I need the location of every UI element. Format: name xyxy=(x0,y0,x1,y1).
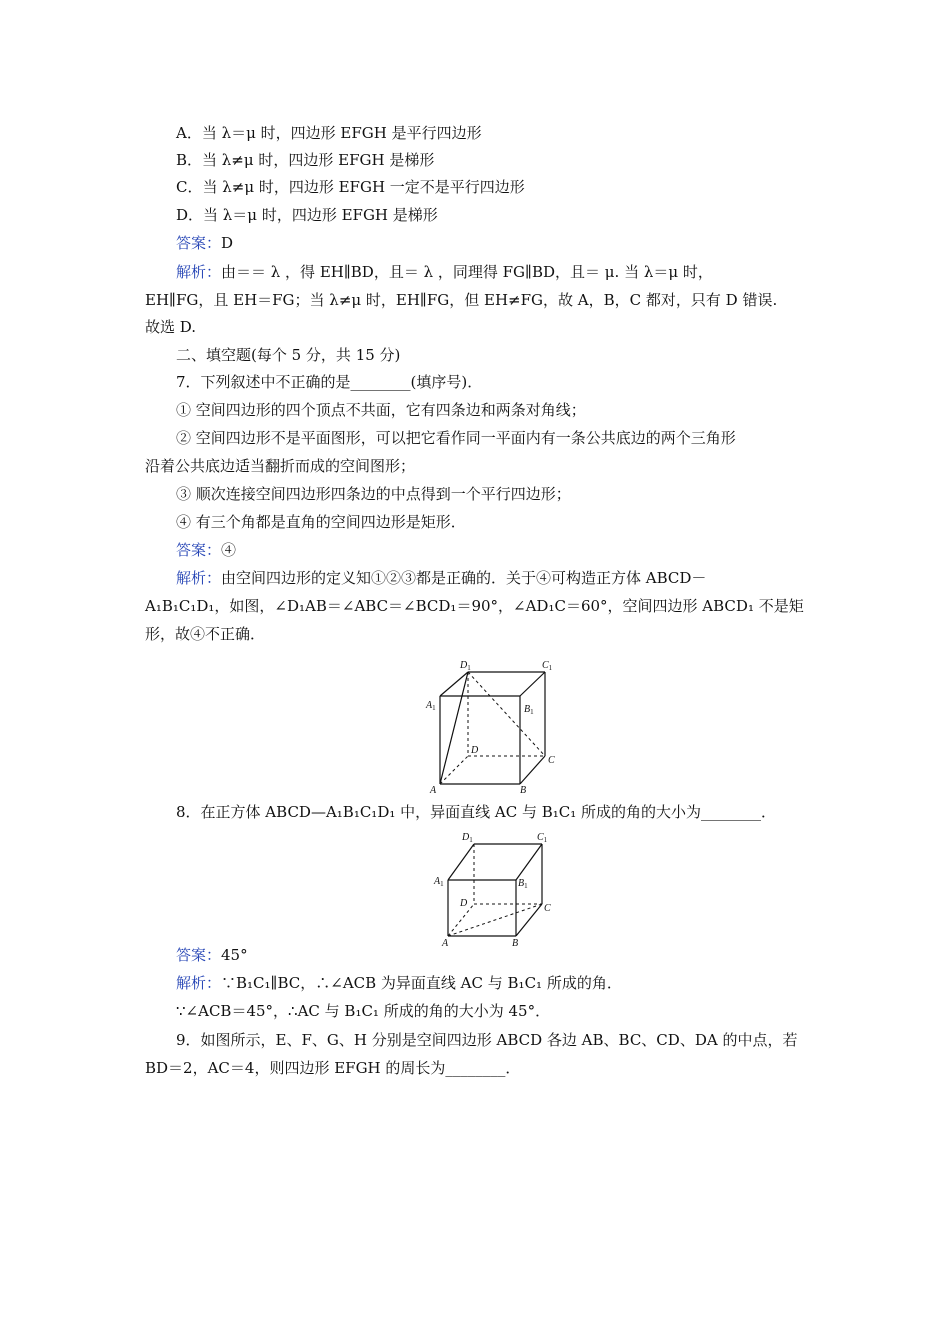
q7-item-1: ① 空间四边形的四个顶点不共面，它有四条边和两条对角线； xyxy=(176,401,586,419)
label-c: C xyxy=(544,903,551,914)
edge-b1-c1 xyxy=(516,844,542,880)
answer-value: ④ xyxy=(221,541,237,559)
analysis-text: 由＝＝ λ ，得 EH∥BD，且＝ λ ，同理得 FG∥BD，且＝ μ. 当 λ＝μ 时， xyxy=(221,263,713,281)
q7-item-2-line-2: 沿着公共底边适当翻折而成的空间图形； xyxy=(145,457,416,475)
answer-label: 答案： xyxy=(176,946,222,964)
hidden-edge-a-d xyxy=(440,756,468,784)
q6-analysis-line-1 xyxy=(176,262,713,282)
q7-answer xyxy=(176,540,236,560)
label-d: D xyxy=(471,745,479,756)
analysis-text: ∵B₁C₁∥BC，∴∠ACB 为异面直线 AC 与 B₁C₁ 所成的角． xyxy=(221,974,622,992)
cube-figure-2 xyxy=(432,828,562,950)
label-d1: $D_1$ xyxy=(462,832,473,844)
q7-item-2-line-1: ② 空间四边形不是平面图形，可以把它看作同一平面内有一条公共底边的两个三角形 xyxy=(176,429,736,447)
label-c1: $C_1$ xyxy=(542,660,553,672)
label-b: B xyxy=(520,785,527,796)
analysis-label: 解析： xyxy=(176,263,222,281)
label-a1: $A_1$ xyxy=(434,876,444,888)
q6-analysis-line-2: EH∥FG，且 EH＝FG；当 λ≠μ 时，EH∥FG，但 EH≠FG，故 A，B，C 都对，只有 D 错误. xyxy=(145,291,778,309)
q6-option-d: D．当 λ＝μ 时，四边形 EFGH 是梯形 xyxy=(176,206,438,224)
edge-b-c xyxy=(520,756,545,784)
label-d1: $D_1$ xyxy=(460,660,471,672)
q7-stem: 7．下列叙述中不正确的是________(填序号)． xyxy=(176,373,483,391)
q8-analysis-line-2: ∵∠ACB＝45°，∴AC 与 B₁C₁ 所成的角的大小为 45°． xyxy=(176,1002,551,1020)
cube-figure-1 xyxy=(420,656,570,796)
q7-analysis-line-3: 形，故④不正确． xyxy=(145,625,266,643)
q6-analysis-line-3: 故选 D. xyxy=(145,318,197,336)
q9-line-1: 9．如图所示，E、F、G、H 分别是空间四边形 ABCD 各边 AB、BC、CD、DA 的中点，若 xyxy=(176,1031,798,1049)
q8-answer xyxy=(176,945,248,965)
edge-a1-d1 xyxy=(448,844,474,880)
q6-answer xyxy=(176,233,233,253)
label-b1: $B_1$ xyxy=(518,878,528,890)
q7-item-3: ③ 顺次连接空间四边形四条边的中点得到一个平行四边形； xyxy=(176,485,571,503)
q9-line-2: BD＝2，AC＝4，则四边形 EFGH 的周长为________． xyxy=(145,1059,521,1077)
q7-analysis-line-1 xyxy=(176,568,706,588)
label-b: B xyxy=(512,938,519,949)
edge-a1-d1 xyxy=(440,672,468,696)
answer-label: 答案： xyxy=(176,234,222,252)
answer-value: 45° xyxy=(221,946,248,964)
analysis-label: 解析： xyxy=(176,569,222,587)
q6-option-a: A．当 λ＝μ 时，四边形 EFGH 是平行四边形 xyxy=(176,124,482,142)
answer-label: 答案： xyxy=(176,541,222,559)
q7-analysis-line-2: A₁B₁C₁D₁，如图，∠D₁AB＝∠ABC＝∠BCD₁＝90°，∠AD₁C＝60°，空间四边形 ABCD₁ 不是矩 xyxy=(145,597,804,615)
analysis-text: 由空间四边形的定义知①②③都是正确的．关于④可构造正方体 ABCD－ xyxy=(221,569,707,587)
q8-stem: 8．在正方体 ABCD—A₁B₁C₁D₁ 中，异面直线 AC 与 B₁C₁ 所成的角的大小为________． xyxy=(176,803,777,821)
segment-d1-a xyxy=(440,672,468,784)
label-b1: $B_1$ xyxy=(524,704,534,716)
label-d: D xyxy=(460,898,468,909)
label-a1: $A_1$ xyxy=(426,700,436,712)
q6-option-c: C．当 λ≠μ 时，四边形 EFGH 一定不是平行四边形 xyxy=(176,178,525,196)
answer-value: D xyxy=(221,234,234,252)
label-a: A xyxy=(442,938,449,949)
section-heading: 二、填空题(每个 5 分，共 15 分) xyxy=(176,346,401,364)
q7-item-4: ④ 有三个角都是直角的空间四边形是矩形． xyxy=(176,513,466,531)
label-a: A xyxy=(430,785,437,796)
analysis-label: 解析： xyxy=(176,974,222,992)
label-c1: $C_1$ xyxy=(537,832,548,844)
label-c: C xyxy=(548,755,555,766)
edge-b1-c1 xyxy=(520,672,545,696)
q6-option-b: B．当 λ≠μ 时，四边形 EFGH 是梯形 xyxy=(176,151,435,169)
q8-analysis-line-1 xyxy=(176,973,622,993)
